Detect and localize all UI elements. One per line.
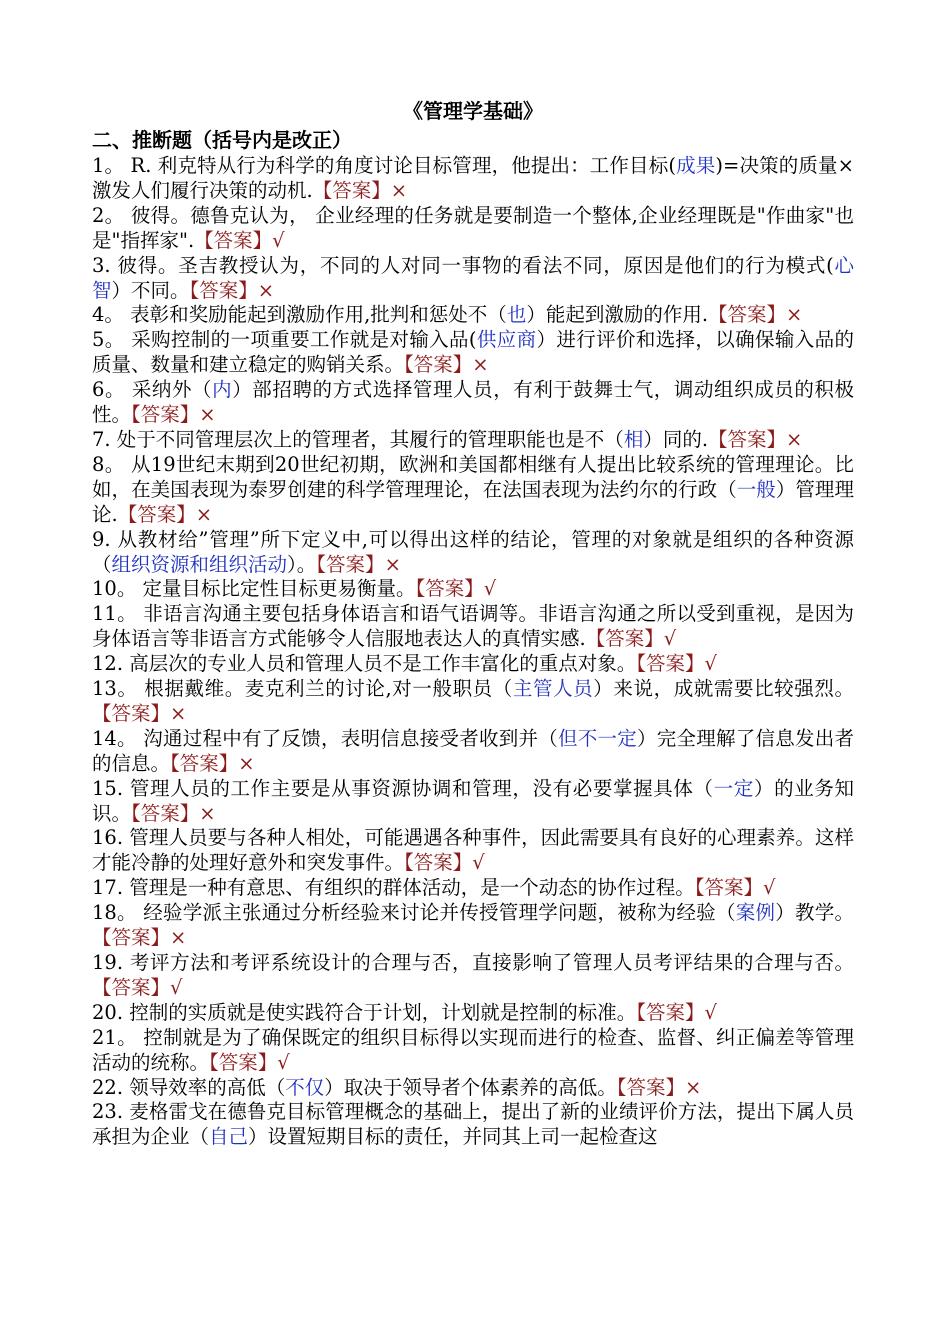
question-text: 18。 经验学派主张通过分析经验来讨论并传授管理学问题，被称为经验（	[92, 901, 736, 925]
correction-text: 案例	[735, 901, 776, 925]
question-item	[92, 428, 854, 453]
question-text: 5。 采购控制的一项重要工作就是对输入品(	[92, 328, 477, 352]
answer-label: 【答案】	[92, 926, 171, 950]
answer-label: 【答案】	[170, 751, 239, 775]
question-text: 1。 R. 利克特从行为科学的角度讨论目标管理，他提出：工作目标(	[92, 154, 676, 177]
question-text: ）能起到激励的作用.	[526, 303, 709, 327]
question-text: ）不同。	[111, 278, 190, 302]
question-text: 17. 管理是一种有意思、有组织的群体活动，是一个动态的协作过程。	[92, 876, 695, 900]
question-item	[92, 453, 854, 528]
answer-label: 【答案】	[616, 1075, 686, 1099]
question-item	[92, 677, 854, 727]
question-text: 11。 非语言沟通主要包括身体语言和语气语调等。非语言沟通之所以受到重视，是因为身体语言等非语言方式能够令人信服地表达人的真情实感.	[92, 602, 854, 651]
question-item	[92, 951, 854, 1001]
question-text: 20. 控制的实质就是使实践符合于计划，计划就是控制的标准。	[92, 1000, 637, 1024]
wrong-mark: ×	[195, 502, 213, 526]
correction-text: 一般	[736, 477, 776, 501]
answer-label: 【答案】	[189, 278, 258, 302]
correction-text: 但不一定	[557, 726, 637, 750]
answer-label: 【答案】	[708, 427, 787, 451]
answer-label: 【答案】	[404, 353, 473, 377]
answer-label: 【答案】	[415, 577, 484, 601]
answer-label: 【答案】	[312, 178, 391, 202]
correct-mark: √	[663, 627, 677, 651]
section-heading: 二、推断题（括号内是改正）	[92, 128, 352, 152]
answer-label: 【答案】	[92, 975, 171, 999]
question-item	[92, 652, 854, 677]
question-text: ）同的.	[643, 427, 709, 451]
question-item	[92, 826, 854, 876]
question-list	[92, 154, 854, 1150]
question-text: ）来说，成就需要比较强烈。	[593, 677, 854, 701]
wrong-mark: ×	[390, 178, 408, 202]
question-text: ）完全理解了信息发出者的信息。	[92, 726, 854, 775]
wrong-mark: ×	[170, 701, 187, 725]
question-item	[92, 1100, 854, 1150]
question-text: 21。 控制就是为了确保既定的组织目标得以实现而进行的检查、监督、纠正偏差等管理活动的统称。	[92, 1025, 854, 1074]
question-text: 13。 根据戴维。麦克利兰的讨论,对一般职员（	[92, 677, 513, 701]
question-item	[92, 777, 854, 827]
question-item	[92, 378, 854, 428]
question-text: 10。 定量目标比定性目标更易衡量。	[92, 577, 416, 601]
answer-label: 【答案】	[636, 1000, 705, 1024]
wrong-mark: ×	[199, 403, 216, 427]
question-item	[92, 1026, 854, 1076]
correct-mark: √	[472, 851, 485, 875]
correction-text: 不仅	[285, 1075, 325, 1099]
question-item	[92, 528, 854, 578]
question-text: 9. 从教材给”管理”所下定义中,可以得出这样的结论，管理的对象就是组织的各种资源（	[92, 527, 854, 576]
correction-text: 也	[506, 303, 527, 327]
question-text: 19. 考评方法和考评系统设计的合理与否，直接影响了管理人员考评结果的合理与否。	[92, 951, 854, 974]
question-text: 2。 彼得。德鲁克认为， 企业经理的任务就是要制造一个整体,企业经理既是"作曲家"也是"指挥家".	[92, 203, 854, 252]
question-text: 12. 高层次的专业人员和管理人员不是工作丰富化的重点对象。	[92, 652, 637, 676]
question-item	[92, 1076, 854, 1101]
correct-mark: √	[277, 1050, 290, 1074]
question-item	[92, 254, 854, 304]
answer-label: 【答案】	[131, 403, 200, 427]
correction-text: 自己	[209, 1125, 249, 1149]
correction-text: 供应商	[476, 328, 537, 352]
question-item	[92, 154, 854, 204]
question-text: ）进行评价和选择，以确保输入品的质量、数量和建立稳定的购销关系。	[92, 328, 854, 377]
correction-text: 组织资源和组织活动	[111, 552, 288, 576]
document-title: 《管理学基础》	[403, 99, 543, 123]
correction-text: 一定	[713, 776, 754, 800]
question-text: ）部招聘的方式选择管理人员，有利于鼓舞士气，调动组织成员的积极性。	[92, 378, 854, 427]
document-page	[92, 96, 854, 1150]
wrong-mark: ×	[685, 1075, 702, 1099]
question-item	[92, 328, 854, 378]
correct-mark: √	[704, 1000, 717, 1024]
correct-mark: √	[272, 228, 285, 252]
answer-label: 【答案】	[194, 228, 273, 252]
question-text: 6。 采纳外（	[92, 378, 213, 402]
wrong-mark: ×	[170, 926, 187, 950]
question-text: ）设置短期目标的责任，并同其上司一起检查这	[248, 1125, 658, 1149]
wrong-mark: ×	[472, 353, 489, 377]
answer-label: 【答案】	[636, 652, 705, 676]
answer-label: 【答案】	[694, 876, 763, 900]
question-text: 3. 彼得。圣吉教授认为，不同的人对同一事物的看法不同，原因是他们的行为模式(	[92, 253, 834, 277]
question-text: 7. 处于不同管理层次上的管理者，其履行的管理职能也是不（	[92, 427, 624, 451]
question-text: ）教学。	[775, 901, 854, 925]
question-text: ）的业务知识。	[92, 776, 854, 825]
answer-label: 【答案】	[131, 801, 200, 825]
question-text: 15. 管理人员的工作主要是从事资源协调和管理，没有必要掌握具体（	[92, 776, 714, 800]
correction-text: 心智	[92, 253, 854, 302]
wrong-mark: ×	[786, 303, 803, 327]
question-item	[92, 303, 854, 328]
question-text: 22. 领导效率的高低（	[92, 1075, 286, 1099]
question-text: ）取决于领导者个体素养的高低。	[324, 1075, 617, 1099]
correction-text: 成果	[675, 154, 716, 177]
correction-text: 主管人员	[512, 677, 594, 701]
correct-mark: √	[762, 876, 776, 900]
question-text: ）管理理论.	[92, 477, 854, 526]
question-text: ）。	[287, 552, 317, 576]
correction-text: 内	[212, 378, 233, 402]
answer-label: 【答案】	[92, 701, 171, 725]
wrong-mark: ×	[786, 427, 803, 451]
question-text: 16. 管理人员要与各种人相处，可能遇遇各种事件，因此需要具有良好的心理素养。这样才能冷静的处理好意外和突发事件。	[92, 826, 854, 875]
question-item	[92, 577, 854, 602]
question-item	[92, 1001, 854, 1026]
answer-label: 【答案】	[585, 627, 664, 651]
question-text: 8。 从19世纪末期到20世纪初期，欧洲和美国都相继有人提出比较系统的管理理论。比如，在美国表现为泰罗创建的科学管理理论，在法国表现为法约尔的行政（	[92, 452, 854, 501]
question-item	[92, 602, 854, 652]
answer-label: 【答案】	[117, 502, 196, 526]
answer-label: 【答案】	[404, 851, 473, 875]
question-text: )=决策的质量×激发人们履行决策的动机.	[92, 154, 854, 202]
correct-mark: √	[170, 975, 183, 999]
answer-label: 【答案】	[708, 303, 787, 327]
answer-label: 【答案】	[209, 1050, 278, 1074]
wrong-mark: ×	[257, 278, 275, 302]
correction-text: 相	[623, 427, 644, 451]
question-item	[92, 901, 854, 951]
answer-label: 【答案】	[316, 552, 385, 576]
question-text: 14。 沟通过程中有了反馈，表明信息接受者收到并（	[92, 726, 558, 750]
question-item	[92, 204, 854, 254]
wrong-mark: ×	[384, 552, 401, 576]
wrong-mark: ×	[199, 801, 216, 825]
question-item	[92, 876, 854, 901]
wrong-mark: ×	[238, 751, 255, 775]
question-text: 4。 表彰和奖励能起到激励作用,批判和惩处不（	[92, 303, 507, 327]
correct-mark: √	[483, 577, 497, 601]
correct-mark: √	[704, 652, 717, 676]
question-item	[92, 727, 854, 777]
question-text: 23. 麦格雷戈在德鲁克目标管理概念的基础上，提出了新的业绩评价方法，提出下属人员承担为企业（	[92, 1100, 854, 1149]
